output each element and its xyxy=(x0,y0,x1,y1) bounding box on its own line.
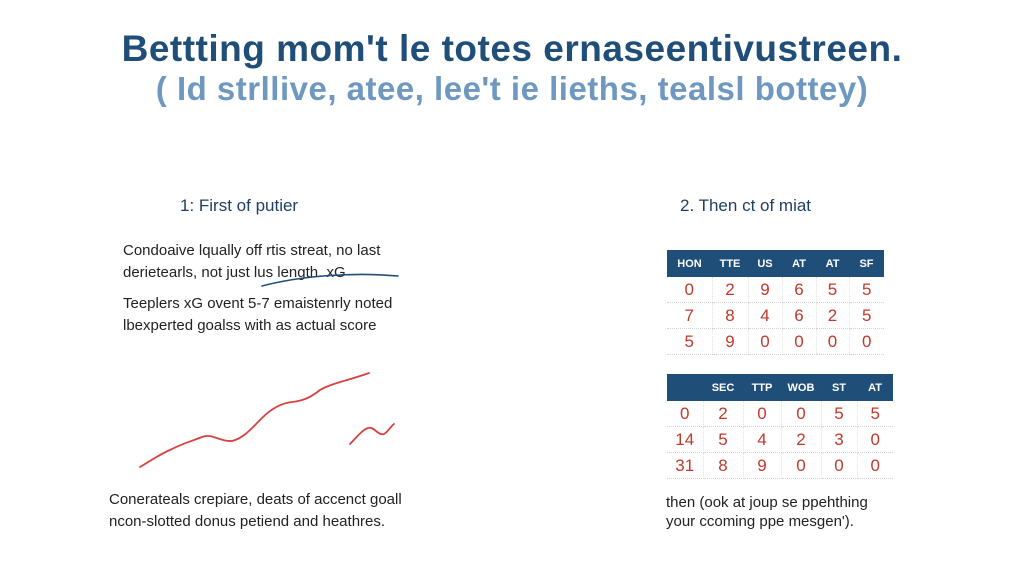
table-cell: 5 xyxy=(703,427,743,453)
table-2-header-cell xyxy=(667,374,703,401)
table-cell: 0 xyxy=(857,427,893,453)
trend-line-long xyxy=(140,373,369,467)
handwritten-underline xyxy=(262,274,398,286)
stats-table-1 xyxy=(667,250,884,355)
table-cell: 14 xyxy=(667,427,703,453)
table-2-header-row xyxy=(667,374,893,401)
table-cell: 31 xyxy=(667,453,703,479)
table-cell: 0 xyxy=(821,453,857,479)
left-note-2-line-2: lbexperted goalss with as actual score xyxy=(123,317,377,334)
table-row xyxy=(667,329,884,355)
table-cell: 8 xyxy=(712,303,748,329)
table-cell: 5 xyxy=(849,303,884,329)
table-cell: 6 xyxy=(782,303,816,329)
table-cell: 0 xyxy=(816,329,849,355)
table-cell: 0 xyxy=(781,401,821,427)
table-cell: 0 xyxy=(849,329,884,355)
table-cell: 2 xyxy=(703,401,743,427)
table-cell: 7 xyxy=(667,303,712,329)
left-note-2-line-1: Teeplers xG ovent 5-7 emaistenrly noted xyxy=(123,295,393,312)
table-cell: 0 xyxy=(781,453,821,479)
table-row xyxy=(667,427,893,453)
right-note-line-2: your ccoming ppe mesgen'). xyxy=(666,513,854,530)
table-row xyxy=(667,401,893,427)
table-cell: 2 xyxy=(781,427,821,453)
table-2-header-cell: WOB xyxy=(781,374,821,401)
table-1-header-cell: AT xyxy=(782,250,816,277)
table-cell: 9 xyxy=(712,329,748,355)
page-subtitle: ( Id strllive, atee, lee't ie lieths, tealsl bottey) xyxy=(155,70,869,107)
table-cell: 0 xyxy=(743,401,781,427)
table-cell: 5 xyxy=(667,329,712,355)
table-row xyxy=(667,453,893,479)
stats-table-2 xyxy=(667,374,893,479)
table-cell: 0 xyxy=(667,401,703,427)
table-cell: 4 xyxy=(748,303,782,329)
table-row xyxy=(667,277,884,303)
table-cell: 0 xyxy=(857,453,893,479)
table-cell: 6 xyxy=(782,277,816,303)
table-cell: 3 xyxy=(821,427,857,453)
table-2-header-cell: SEC xyxy=(703,374,743,401)
table-cell: 0 xyxy=(782,329,816,355)
table-1-header-row xyxy=(667,250,884,277)
table-1-header-cell: SF xyxy=(849,250,884,277)
left-note-3-line-1: Conerateals crepiare, deats of accenct goall xyxy=(109,491,402,508)
table-cell: 8 xyxy=(703,453,743,479)
table-cell: 0 xyxy=(748,329,782,355)
table-cell: 2 xyxy=(816,303,849,329)
right-note-line-1: then (ook at joup se ppehthing xyxy=(666,494,868,511)
right-note xyxy=(666,493,868,531)
table-2-header-cell: ST xyxy=(821,374,857,401)
table-cell: 9 xyxy=(748,277,782,303)
table-cell: 5 xyxy=(816,277,849,303)
left-note-1-line-2: derietearls, not just lus length. xG xyxy=(123,264,346,281)
left-section-title: 1: First of putier xyxy=(180,196,299,215)
table-1-header-cell: HON xyxy=(667,250,712,277)
right-section-title: 2. Then ct of miat xyxy=(680,196,812,215)
left-note-3-line-2: ncon-slotted donus petiend and heathres. xyxy=(109,513,386,530)
table-1-header-cell: AT xyxy=(816,250,849,277)
table-cell: 9 xyxy=(743,453,781,479)
table-cell: 4 xyxy=(743,427,781,453)
table-cell: 2 xyxy=(712,277,748,303)
table-1-header-cell: TTE xyxy=(712,250,748,277)
table-cell: 5 xyxy=(849,277,884,303)
table-row xyxy=(667,303,884,329)
table-2-header-cell: TTP xyxy=(743,374,781,401)
table-2-header-cell: AT xyxy=(857,374,893,401)
page-title: Bettting mom't le totes ernaseentivustreen. xyxy=(121,28,903,69)
table-cell: 5 xyxy=(821,401,857,427)
trend-line-short xyxy=(350,424,394,444)
table-1-header-cell: US xyxy=(748,250,782,277)
table-cell: 0 xyxy=(667,277,712,303)
table-cell: 5 xyxy=(857,401,893,427)
left-note-1-line-1: Condoaive lqually off rtis streat, no last xyxy=(123,242,381,259)
